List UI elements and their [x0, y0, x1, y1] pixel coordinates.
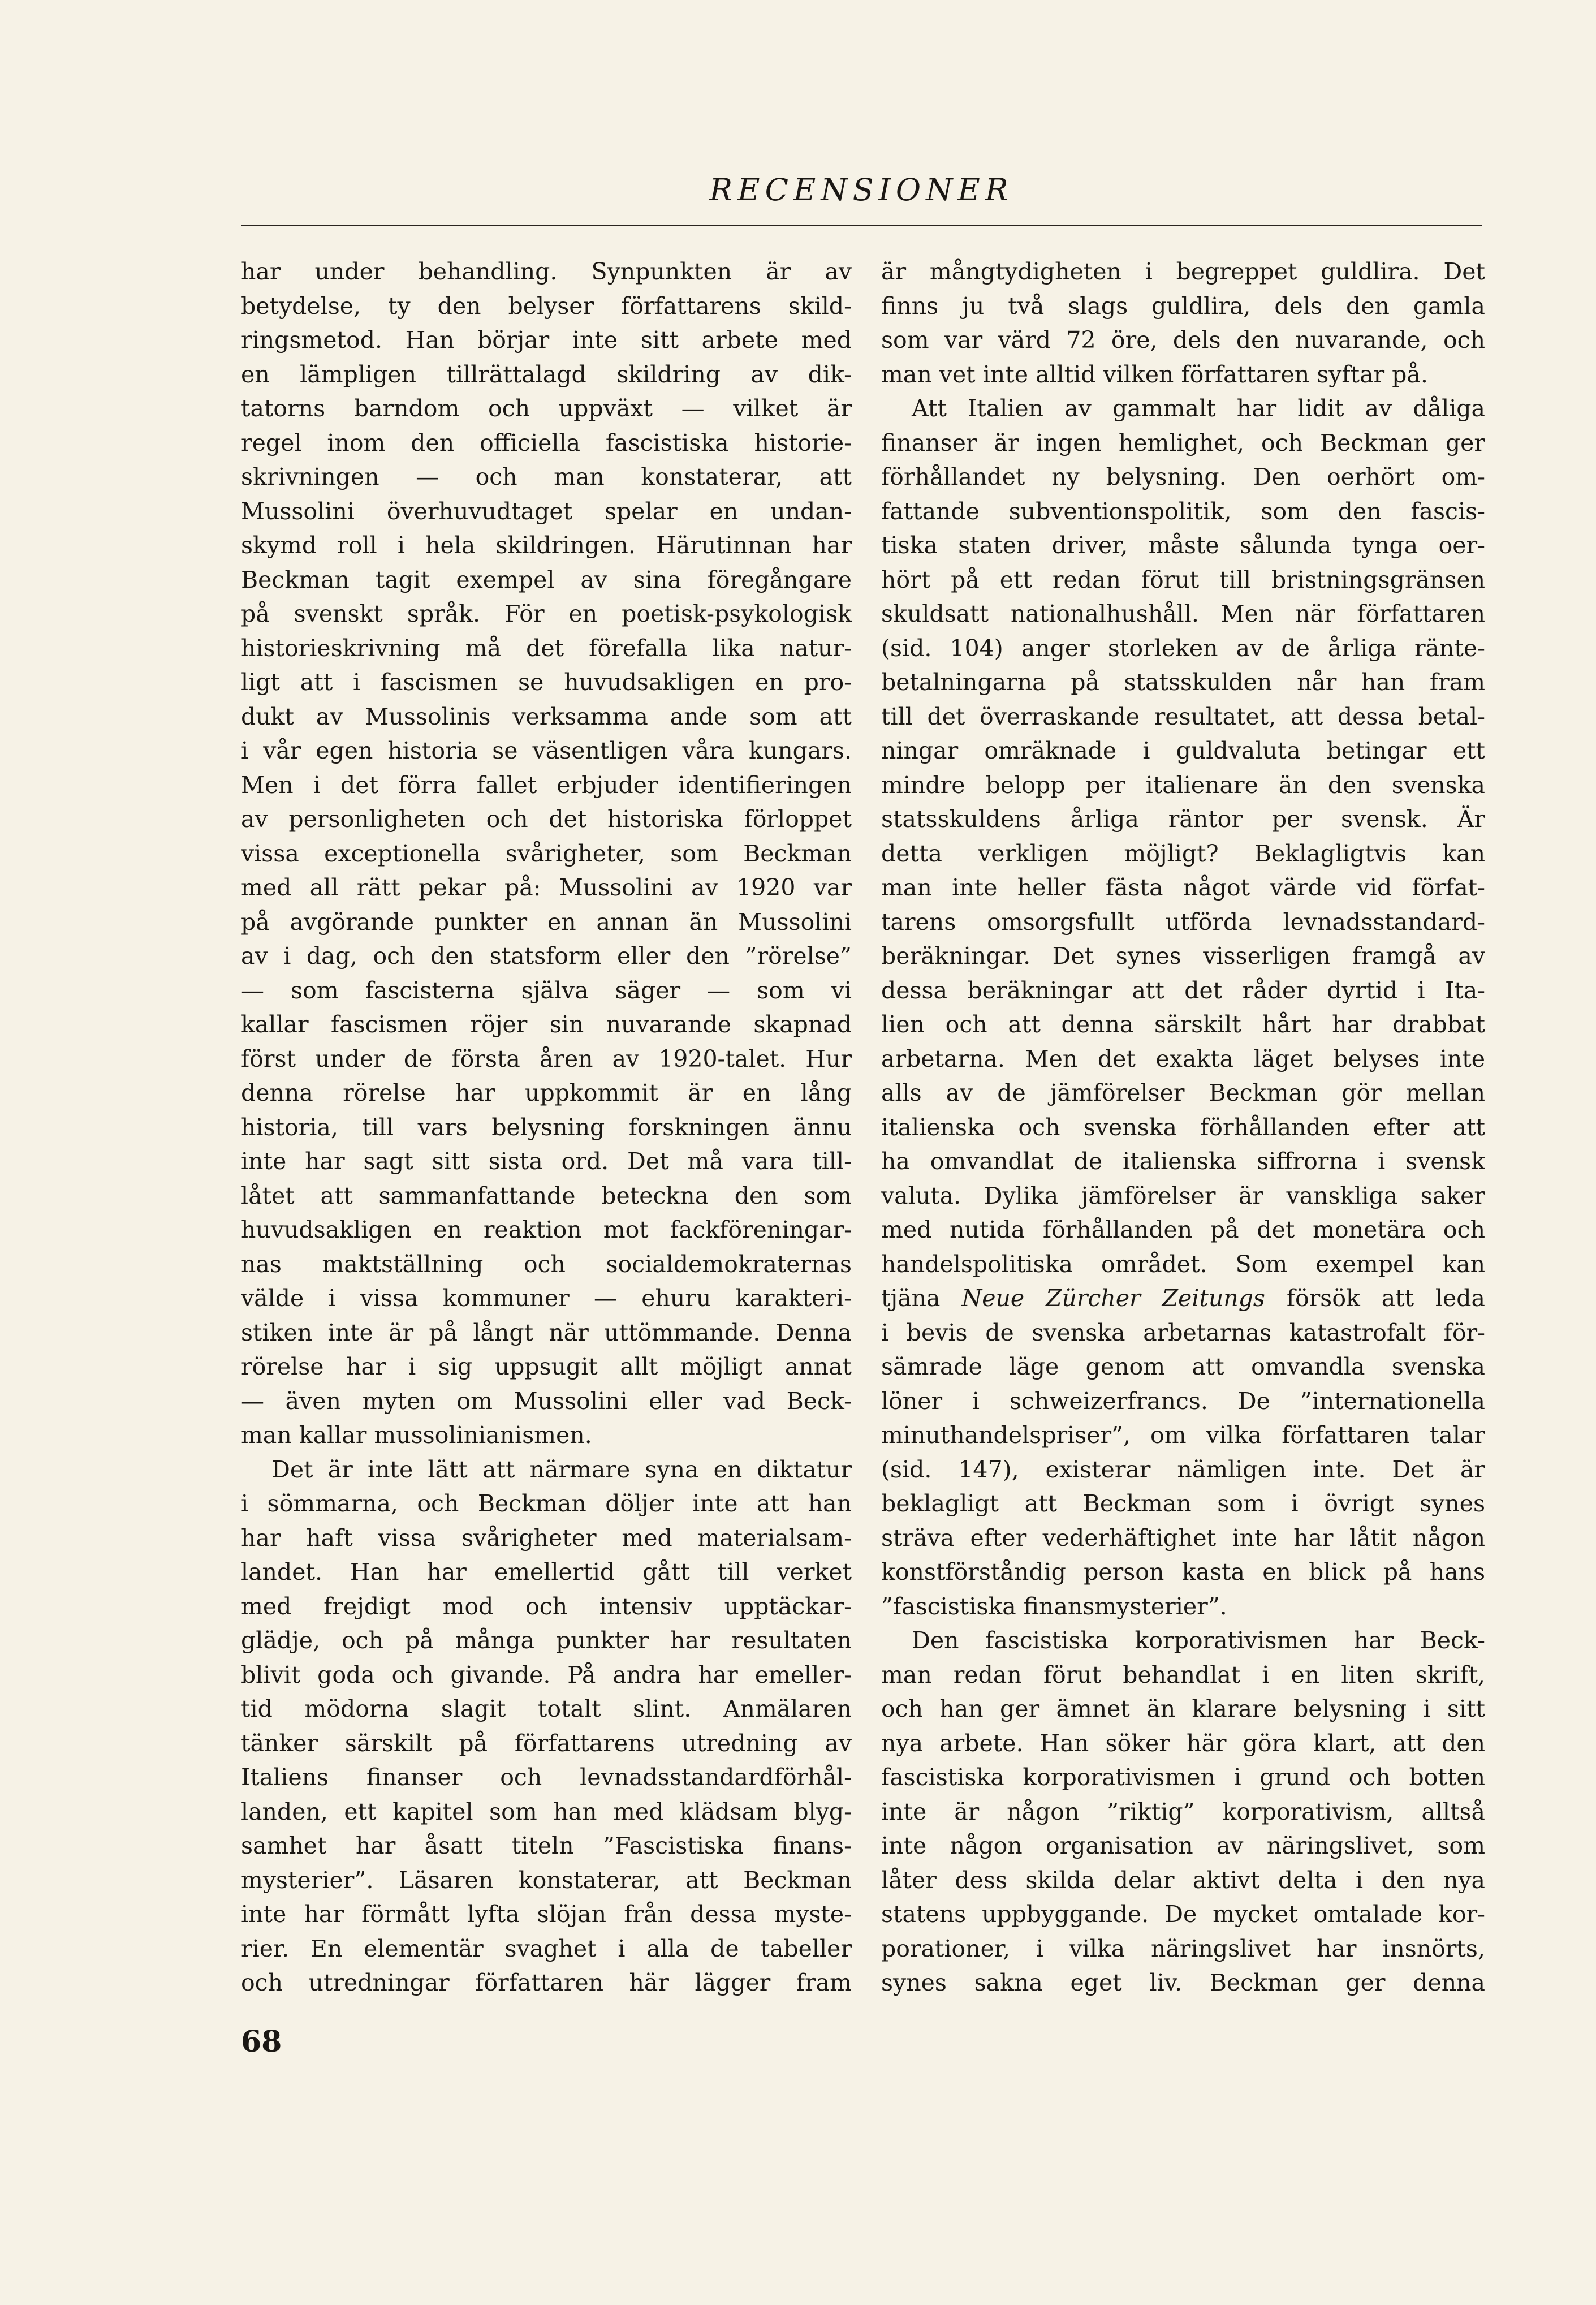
- text-line: inte är någon ”riktig” korporativism, alltså: [881, 1798, 1485, 1825]
- text-line: detta verkligen möjligt? Beklagligtvis kan: [881, 839, 1485, 867]
- text-line: regel inom den officiella fascistiska historie-: [241, 429, 852, 456]
- text-line: man inte heller fästa något värde vid förfat-: [881, 874, 1485, 901]
- text-line: mindre belopp per italienare än den svenska: [881, 771, 1485, 799]
- text-line: rörelse har i sig uppsugit allt möjligt annat: [241, 1353, 852, 1380]
- text-line: (sid. 104) anger storleken av de årliga ränte-: [881, 634, 1485, 662]
- header-rule: [241, 225, 1482, 226]
- text-line: tatorns barndom och uppväxt — vilket är: [241, 395, 852, 422]
- text-line: minuthandelspriser”, om vilka författaren talar: [881, 1421, 1485, 1449]
- text-line: som var värd 72 öre, dels den nuvarande, och: [881, 326, 1485, 354]
- running-head: RECENSIONER: [709, 172, 1013, 208]
- text-column-right: [881, 255, 1485, 2053]
- text-line: löner i schweizerfrancs. De ”internationella: [881, 1387, 1485, 1415]
- text-line: i vår egen historia se väsentligen våra kungars.: [241, 737, 852, 764]
- text-column-left: [241, 255, 852, 2053]
- text-line: rier. En elementär svaghet i alla de tabeller: [241, 1935, 852, 1962]
- text-line: beklagligt att Beckman som i övrigt synes: [881, 1490, 1485, 1517]
- text-line: lien och att denna särskilt hårt har drabbat: [881, 1011, 1485, 1038]
- text-line: vissa exceptionella svårigheter, som Beckman: [241, 839, 852, 867]
- text-line: låtet att sammanfattande beteckna den som: [241, 1182, 852, 1209]
- newspaper-title: Neue Zürcher Zeitungs: [961, 1285, 1265, 1312]
- text-line: valuta. Dylika jämförelser är vanskliga saker: [881, 1182, 1485, 1209]
- text-line: inte har förmått lyfta slöjan från dessa myste-: [241, 1901, 852, 1928]
- text-line: välde i vissa kommuner — ehuru karakteri-: [241, 1285, 852, 1312]
- text-line: låter dess skilda delar aktivt delta i den nya: [881, 1866, 1485, 1894]
- text-line: man vet inte alltid vilken författaren syftar på.: [881, 360, 1428, 388]
- text-line: denna rörelse har uppkommit är en lång: [241, 1079, 852, 1106]
- text-line: [881, 1281, 1485, 1316]
- text-line-part: försök att leda: [1265, 1285, 1485, 1312]
- text-line: man kallar mussolinianismen.: [241, 1421, 592, 1449]
- text-line: av personligheten och det historiska förloppet: [241, 805, 852, 833]
- text-line: tänker särskilt på författarens utredning av: [241, 1729, 852, 1757]
- text-line: beräkningar. Det synes visserligen framgå av: [881, 942, 1485, 970]
- text-line: och han ger ämnet än klarare belysning i sitt: [881, 1695, 1485, 1722]
- text-line: inte har sagt sitt sista ord. Det må vara till-: [241, 1148, 852, 1175]
- text-line: nas maktställning och socialdemokraternas: [241, 1250, 852, 1278]
- text-line: och utredningar författaren här lägger fram: [241, 1969, 852, 1996]
- text-line: i sömmarna, och Beckman döljer inte att han: [241, 1490, 852, 1517]
- text-line: sämrade läge genom att omvandla svenska: [881, 1353, 1485, 1380]
- text-line: av i dag, och den statsform eller den ”rörelse”: [241, 942, 852, 970]
- text-line: — som fascisterna själva säger — som vi: [241, 976, 852, 1004]
- text-line: med frejdigt mod och intensiv upptäckar-: [241, 1592, 852, 1620]
- page-number: 68: [241, 2024, 282, 2059]
- text-line: skymd roll i hela skildringen. Härutinnan har: [241, 532, 852, 559]
- text-line: tarens omsorgsfullt utförda levnadsstandard-: [881, 908, 1485, 936]
- text-line: ligt att i fascismen se huvudsakligen en pro-: [241, 669, 852, 696]
- text-line: landen, ett kapitel som han med klädsam blyg-: [241, 1798, 852, 1825]
- text-line: mysterier”. Läsaren konstaterar, att Beckman: [241, 1866, 852, 1894]
- text-line: hört på ett redan förut till bristningsgränsen: [881, 566, 1485, 593]
- text-line: skrivningen — och man konstaterar, att: [241, 463, 852, 490]
- text-line: synes sakna eget liv. Beckman ger denna: [881, 1969, 1485, 1996]
- text-line: Beckman tagit exempel av sina föregångare: [241, 566, 852, 593]
- text-line: blivit goda och givande. På andra har emeller-: [241, 1661, 852, 1688]
- text-line: alls av de jämförelser Beckman gör mellan: [881, 1079, 1485, 1106]
- text-line: Det är inte lätt att närmare syna en diktatur: [271, 1455, 852, 1483]
- text-line: Den fascistiska korporativismen har Beck-: [912, 1627, 1485, 1654]
- text-line: på svenskt språk. För en poetisk-psykologisk: [241, 600, 852, 627]
- text-line: finanser är ingen hemlighet, och Beckman ger: [881, 429, 1485, 456]
- text-line: ringsmetod. Han börjar inte sitt arbete med: [241, 326, 852, 354]
- text-line: har haft vissa svårigheter med materialsam-: [241, 1524, 852, 1552]
- text-line: tid mödorna slagit totalt slint. Anmälaren: [241, 1695, 852, 1722]
- text-line: statsskuldens årliga räntor per svensk. Är: [881, 805, 1485, 833]
- text-line: samhet har åsatt titeln ”Fascistiska finans-: [241, 1832, 852, 1859]
- text-line: ningar omräknade i guldvaluta betingar ett: [881, 737, 1485, 764]
- text-line: Men i det förra fallet erbjuder identifieringen: [241, 771, 852, 799]
- text-line: statens uppbyggande. De mycket omtalade kor-: [881, 1901, 1485, 1928]
- text-line: historia, till vars belysning forskningen ännu: [241, 1113, 852, 1141]
- text-line: först under de första åren av 1920-talet. Hur: [241, 1045, 852, 1072]
- text-line: förhållandet ny belysning. Den oerhört om-: [881, 463, 1485, 490]
- text-line: nya arbete. Han söker här göra klart, att den: [881, 1729, 1485, 1757]
- text-line: ha omvandlat de italienska siffrorna i svensk: [881, 1148, 1485, 1175]
- text-line: man redan förut behandlat i en liten skrift,: [881, 1661, 1485, 1688]
- text-line: finns ju två slags guldlira, dels den gamla: [881, 292, 1485, 320]
- text-line-part: tjäna: [881, 1285, 962, 1312]
- text-line: betydelse, ty den belyser författarens skild-: [241, 292, 852, 320]
- text-line: landet. Han har emellertid gått till verket: [241, 1558, 852, 1586]
- text-line: stiken inte är på långt när uttömmande. Denna: [241, 1319, 852, 1346]
- text-line: Att Italien av gammalt har lidit av dåliga: [912, 395, 1485, 422]
- text-line: dukt av Mussolinis verksamma ande som att: [241, 703, 852, 730]
- text-line: fattande subventionspolitik, som den fascis-: [881, 497, 1485, 525]
- text-line: konstförståndig person kasta en blick på hans: [881, 1558, 1485, 1586]
- text-line: är mångtydigheten i begreppet guldlira. Det: [881, 258, 1485, 285]
- text-line: huvudsakligen en reaktion mot fackföreningar-: [241, 1216, 852, 1243]
- text-line: glädje, och på många punkter har resultaten: [241, 1627, 852, 1654]
- text-line: på avgörande punkter en annan än Mussolini: [241, 908, 852, 936]
- text-line: kallar fascismen röjer sin nuvarande skapnad: [241, 1011, 852, 1038]
- text-line: med all rätt pekar på: Mussolini av 1920 var: [241, 874, 852, 901]
- text-line: porationer, i vilka näringslivet har insnörts,: [881, 1935, 1485, 1962]
- text-line: arbetarna. Men det exakta läget belyses inte: [881, 1045, 1485, 1072]
- text-line: inte någon organisation av näringslivet, som: [881, 1832, 1485, 1859]
- text-line: italienska och svenska förhållanden efter att: [881, 1113, 1485, 1141]
- text-line: har under behandling. Synpunkten är av: [241, 258, 852, 285]
- text-line: fascistiska korporativismen i grund och botten: [881, 1764, 1485, 1791]
- text-line: sträva efter vederhäftighet inte har låtit någon: [881, 1524, 1485, 1552]
- text-line: en lämpligen tillrättalagd skildring av dik-: [241, 360, 852, 388]
- text-line: dessa beräkningar att det råder dyrtid i Ita-: [881, 976, 1485, 1004]
- text-line: Mussolini överhuvudtaget spelar en undan-: [241, 497, 852, 525]
- text-line: Italiens finanser och levnadsstandardförhål-: [241, 1764, 852, 1791]
- text-line: historieskrivning må det förefalla lika natur-: [241, 634, 852, 662]
- text-line: handelspolitiska området. Som exempel kan: [881, 1250, 1485, 1278]
- text-line: skuldsatt nationalhushåll. Men när författaren: [881, 600, 1485, 627]
- text-line: (sid. 147), existerar nämligen inte. Det är: [881, 1455, 1485, 1483]
- text-line: tiska staten driver, måste sålunda tynga oer-: [881, 532, 1485, 559]
- text-line: betalningarna på statsskulden når han fram: [881, 669, 1485, 696]
- text-line: med nutida förhållanden på det monetära och: [881, 1216, 1485, 1243]
- text-line: — även myten om Mussolini eller vad Beck-: [241, 1387, 852, 1415]
- text-line: i bevis de svenska arbetarnas katastrofalt för-: [881, 1319, 1485, 1346]
- text-line: ”fascistiska finansmysterier”.: [881, 1592, 1227, 1620]
- text-line: till det överraskande resultatet, att dessa betal-: [881, 703, 1485, 730]
